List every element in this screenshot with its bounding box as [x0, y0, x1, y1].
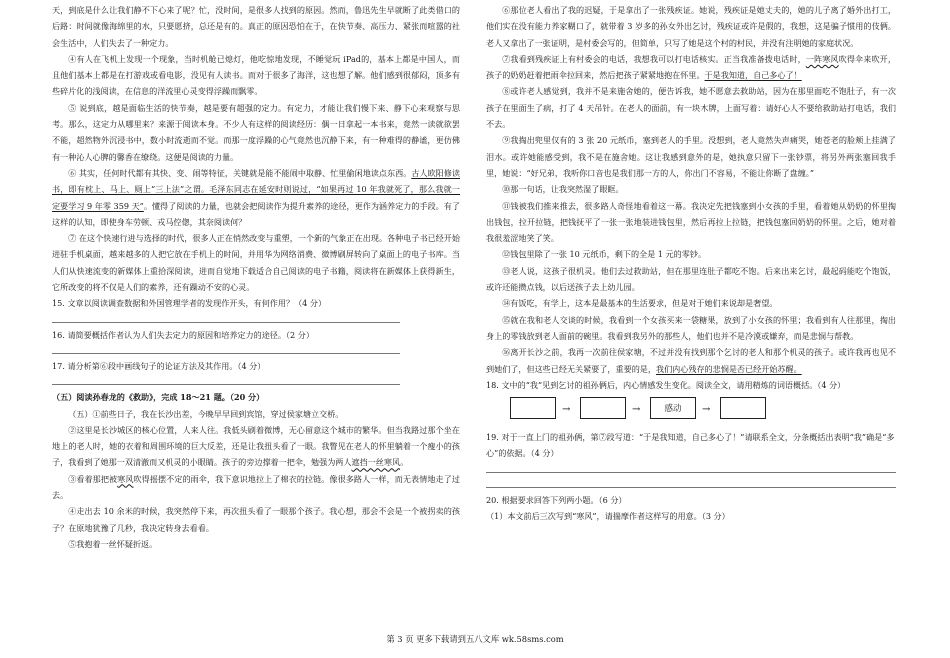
story-paragraph-8: ⑧或许老人感觉到，我并不是来施舍她的，便告诉我，她不愿意去救助站，因为在那里面吃不饱肚子，有一次孩子在里面生了病，打了 4 天吊针。在老人的面前，有一块木牌，上面写着：请好心人不要给救助站打电话，我们不去。 — [486, 86, 896, 130]
answer-line-19a[interactable] — [486, 462, 896, 473]
arrow-right-icon: → — [702, 404, 711, 416]
wavy-underline-cold-wind-3: 一阵寒风 — [805, 53, 839, 64]
answer-line-15[interactable] — [52, 312, 400, 323]
story-paragraph-2 — [52, 422, 460, 471]
paragraph-6-text: ⑥ 其实，任何时代都有其快、变、闹等特征，关键就是能不能闹中取静、忙里偷闲地读点东西。 — [68, 167, 412, 178]
story-paragraph-11: ⑪钱被我们推来推去，很多路人奇怪地看着这一幕。我决定先把钱塞到小女孩的手里，看着她从奶奶的怀里掏出钱包，拉开拉链，把钱抚平了一张一张地装进钱包里，然后再拉上拉链，把钱包塞回奶奶的怀里。之后，她对着我很羞涩地笑了笑。 — [486, 200, 896, 244]
underlined-sentence-overthink: 于是我知道，自己多心了！ — [704, 70, 802, 81]
story-paragraph-14: ⑭有饭吃，有学上，这本是最基本的生活要求，但是对于她们来说却是奢望。 — [502, 298, 778, 309]
flow-box-1[interactable] — [510, 397, 556, 419]
question-20-1: （1）本文前后三次写到“寒风”，请揣摩作者这样写的用意。（3 分） — [486, 511, 730, 522]
story-paragraph-16-text: ⑯离开长沙之前，我再一次前往侯家塘，不过并没有找到那个乞讨的老人和那个机灵的孩子。或许我再也见不到她们了，但这些已经无关紧要了，重要的是， — [486, 347, 896, 374]
story-paragraph-2-text: ②这里是长沙城区的核心位置，人来人往。我低头刷着微博，无心留意这个城市的繁华。但当我路过那个坐在地上的老人时，她的衣着和周围环境的巨大反差，还是让我扭头看了一眼。我瞥见在老人的怀里躺着一个瘦小的孩子，我看到了她那一双清澈而又机灵的小眼睛。孩子的旁边撑着一把伞，勉强为两人 — [52, 424, 460, 468]
emotion-flow-chart — [486, 397, 896, 423]
question-20: 20. 根据要求回答下列两小题。（6 分） — [486, 494, 627, 505]
page-footer: 第 3 页 更多下载请到五八文库 wk.58sms.com — [386, 634, 564, 644]
story-paragraph-7-text: ⑦我看到残疾证上有村委会的电话，我想我可以打电话核实。正当我准备拨电话时， — [502, 53, 806, 64]
wavy-underline-cold-wind-1: 遮挡一丝寒风 — [351, 457, 401, 468]
answer-line-16[interactable] — [52, 343, 400, 354]
story-paragraph-16 — [486, 344, 896, 377]
right-column — [486, 2, 896, 524]
question-17: 17. 请分析第⑥段中画线句子的论证方法及其作用。（4 分） — [52, 360, 266, 371]
question-15: 15. 文章以阅读调查数据和外国管理学者的发现作开头，有何作用？（4 分） — [52, 298, 327, 309]
arrow-right-icon: → — [632, 404, 641, 416]
paragraph-6 — [52, 165, 460, 230]
paragraph-7: ⑦ 在这个快速行进与选择的时代，很多人正在悄然改变与重塑，一个新的气象正在出现。各种电子书已经开始进驻手机桌面，越来越多的人把它放在手机上的时间，并用华为网络消费、微博刷屏转向了桌面上的电子书库。当人们从快速流变的新媒体上重拾深阅读，进而自觉地下载适合自己阅读的电子书籍，阅读将在新媒体上获得新生，它所改变的将不仅是人们的素养，还有躁动不安的心灵。 — [52, 233, 460, 293]
section-heading: （五）阅读孙春龙的《救助》，完成 18～21 题。（20 分） — [52, 392, 265, 403]
story-paragraph-7 — [486, 51, 896, 84]
story-paragraph-10: ⑩那一句话，让我突然湿了眼眶。 — [502, 184, 624, 195]
underlined-sentence-compassion: 我们内心残存的悲悯是否已经开始苏醒。 — [655, 363, 802, 374]
wavy-underline-cold-wind-2: 寒风 — [117, 473, 134, 484]
question-18: 18. 文中的“我”见到乞讨的祖孙俩后，内心情感发生变化。阅读全文，请用精炼的词语概括。（4 分） — [486, 379, 846, 390]
story-paragraph-2-tail: 。 — [400, 457, 409, 468]
paragraph-5: ⑤ 说到底，越是面临生活的快节奏，越是要有超强的定力。有定力，才能让我们慢下来、静下心来观察与思考。那么，这定力从哪里来？来源于阅读本身。不少人有这样的阅读经历：偶一日拿起一本书来，竟然一读就欲罢不能，超然物外沉浸书中，数小时流逝而不觉。而那一度浮躁的心气竟然也沉静下来，有一种难得的静谧，更仿佛有一种沁人心脾的馨香在缭绕。这便是阅读的力量。 — [52, 102, 460, 162]
paragraph-intro: 天，到底是什么让我们静不下心来了呢？忙，没时间，是很多人找到的原因。然而，鲁迅先生早就断了此类借口的后路：时间就像海绵里的水，只要愿挤，总还是有的。真正的原因恐怕在于，在快节奏、高压力、紧张而喧嚣的社会生活中，人们失去了一种定力。 — [52, 5, 460, 48]
arrow-right-icon: → — [562, 404, 571, 416]
question-19: 19. 对于一直上门的祖孙俩，第⑦段写道：“于是我知道，自己多心了！”请联系全文，分条概括出表明“我”确是“多心”的依据。（4 分） — [486, 432, 895, 459]
paragraph-6-tail: 。懂得了阅读的力量，也就会把阅读作为提升素养的途径，更作为涵养定力的手段。有了这样的认知，即使身车劳顿、戎马倥偬，其奈阅读何？ — [52, 200, 460, 227]
story-paragraph-1: （五）①前些日子，我在长沙出差，今晚早早回到宾馆，穿过侯家塘立交桥。 — [68, 408, 344, 419]
story-paragraph-12: ⑫钱包里除了一张 10 元纸币，剩下的全是 1 元的零钞。 — [502, 249, 706, 260]
story-paragraph-3 — [52, 471, 460, 504]
story-paragraph-3-tail: 吹得摇摆不定的雨伞，我下意识地拉上了棉衣的拉链。像很多路人一样，而无表情地走了过去。 — [52, 473, 460, 501]
story-paragraph-5: ⑤我抱着一丝怀疑折返。 — [68, 538, 158, 549]
answer-line-17[interactable] — [52, 374, 400, 385]
question-16: 16. 请简要概括作者认为人们失去定力的原因和培养定力的途径。（2 分） — [52, 329, 314, 340]
answer-line-19b[interactable] — [486, 477, 896, 488]
left-column — [52, 2, 460, 552]
story-paragraph-6: ⑥那位老人看出了我的迟疑，于是拿出了一张残疾证。她说，残疾证是她丈夫的，她的儿子离了婚外出打工，他们实在没有能力养家糊口了，就带着 3 岁多的孙女外出乞讨，残疾证或许是假的，我想，这是骗子惯用的伎俩。老人又拿出了一张证明，是村委会写的，但简单，只写了她是这个村的村民，并没有注明她的家庭状况。 — [486, 5, 896, 48]
flow-box-4[interactable] — [720, 397, 766, 419]
paragraph-4: ④有人在飞机上发现一个现象，当时机舱已熄灯，他吃惊地发现，不睡觉玩 iPad的，基本上都是中国人，而且他们基本上都是在打游戏或看电影，没见有人读书。而对于很多了海洋，这也想了解。他们感到很郁闷，顶多有些碎片化的浅阅读，在信息的洋流里心灵变得浮躁而飘零。 — [52, 53, 460, 97]
story-paragraph-7-mid: 吹得伞来吹开，孩子的奶奶赶着把雨伞拉回来，然后把孩子紧紧地抱在怀里。 — [486, 53, 896, 81]
story-paragraph-15: ⑮就在我和老人交谈的时候，我看到一个女孩买来一袋糖果，放到了小女孩的怀里；我看到有人往那里，掏出身上的零钱放到老人面前的碗里。我看到我另外的那些人，他们也并不是冷漠或嫌弃，而是悲悯与帮教。 — [486, 314, 896, 341]
underlined-sentence: 古人欧阳修读书，即有枕上、马上、厕上“三上法”之谓。毛泽东同志在延安时则说过，“如果再过 10 年我就死了，那么我就一定要学习 9 年零 359 天” — [52, 167, 460, 211]
story-paragraph-9: ⑨我掏出兜里仅有的 3 张 20 元纸币，塞到老人的手里。没想到，老人竟然失声痛哭，她苍老的脸颊上挂满了泪水。或许她能感受到，我不是在施舍她。这让我感到意外的是，她执意只留下一张钞票，将另外两张塞回我手里，她说：“好兄弟，我听你口音也是我们那一方的人，你出门不容易，不能让你断了盘缠。” — [486, 135, 896, 178]
story-paragraph-13: ⑬老人说，这孩子很机灵。他们去过救助站，但在那里连肚子都吃不饱。后来出来乞讨，最起码能吃个饱饭，或许还能攒点钱，以后送孩子去上幼儿园。 — [486, 265, 896, 293]
flow-box-2[interactable] — [580, 397, 626, 419]
story-paragraph-4: ④走出去 10 余米的时候，我突然停下来，再次扭头看了一眼那个孩子。我心想，那会不会是一个被拐卖的孩子？在原地犹豫了几秒，我决定转身去看看。 — [52, 506, 460, 533]
flow-box-3: 感动 — [650, 397, 696, 419]
story-paragraph-3-text: ③看着那把被 — [68, 473, 118, 484]
